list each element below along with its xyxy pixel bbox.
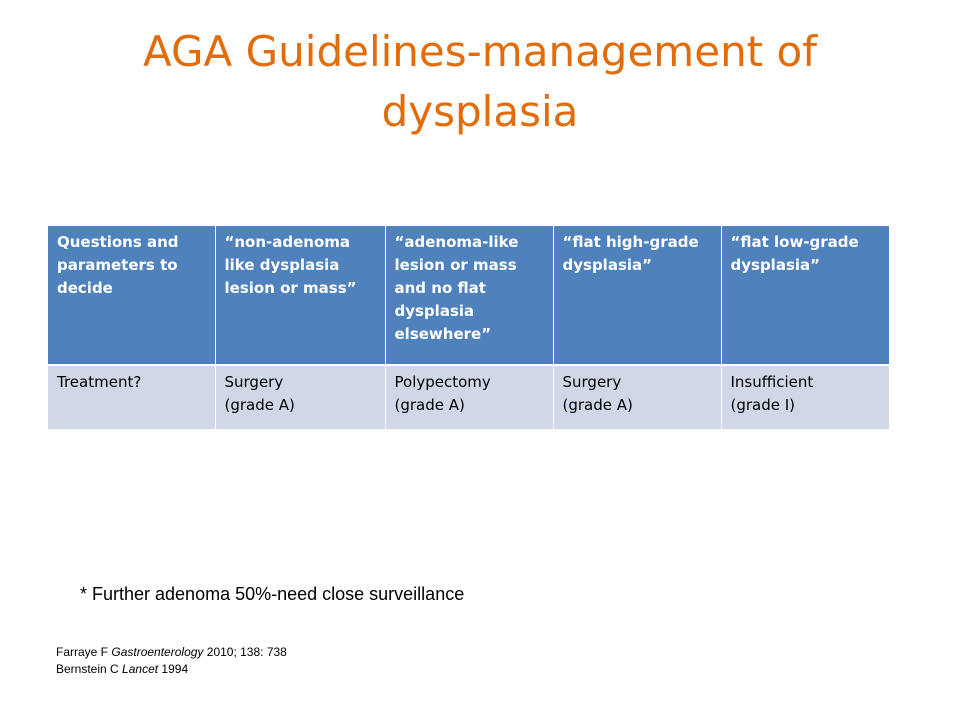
treatment-action: Insufficient xyxy=(730,373,814,391)
footnote: * Further adenoma 50%-need close surveillance xyxy=(80,584,465,604)
header-flat-low-grade: “flat low-grade dysplasia” xyxy=(721,226,889,365)
treatment-cell-non-adenoma-like xyxy=(215,365,385,429)
header-adenoma-like: “adenoma-like lesion or mass and no flat dysplasia elsewhere” xyxy=(385,226,553,365)
reference-details: 2010; 138: 738 xyxy=(206,645,287,659)
table-row xyxy=(48,365,889,429)
treatment-action: Surgery xyxy=(562,373,622,391)
slide-title: AGA Guidelines-management of dysplasia xyxy=(143,27,817,136)
reference-author: Farraye F xyxy=(56,645,109,659)
treatment-cell-flat-low-grade xyxy=(721,365,889,429)
reference-journal: Lancet xyxy=(122,662,159,676)
table-header-row xyxy=(48,226,889,365)
treatment-action: Surgery xyxy=(224,373,284,391)
header-flat-high-grade: “flat high-grade dysplasia” xyxy=(553,226,721,365)
treatment-grade: (grade I) xyxy=(730,396,796,414)
header-questions: Questions and parameters to decide xyxy=(48,226,215,365)
reference-details: 1994 xyxy=(161,662,189,676)
guideline-table xyxy=(48,226,889,429)
treatment-grade: (grade A) xyxy=(224,396,295,414)
reference-author: Bernstein C xyxy=(56,662,119,676)
treatment-grade: (grade A) xyxy=(394,396,465,414)
references xyxy=(56,644,287,678)
treatment-cell-flat-high-grade xyxy=(553,365,721,429)
treatment-action: Polypectomy xyxy=(394,373,491,391)
treatment-cell-adenoma-like xyxy=(385,365,553,429)
reference-item xyxy=(56,661,287,678)
reference-journal: Gastroenterology xyxy=(111,645,204,659)
row-question-cell: Treatment? xyxy=(48,365,215,429)
treatment-grade: (grade A) xyxy=(562,396,633,414)
header-non-adenoma-like: “non-adenoma like dysplasia lesion or mass” xyxy=(215,226,385,365)
reference-item xyxy=(56,644,287,661)
